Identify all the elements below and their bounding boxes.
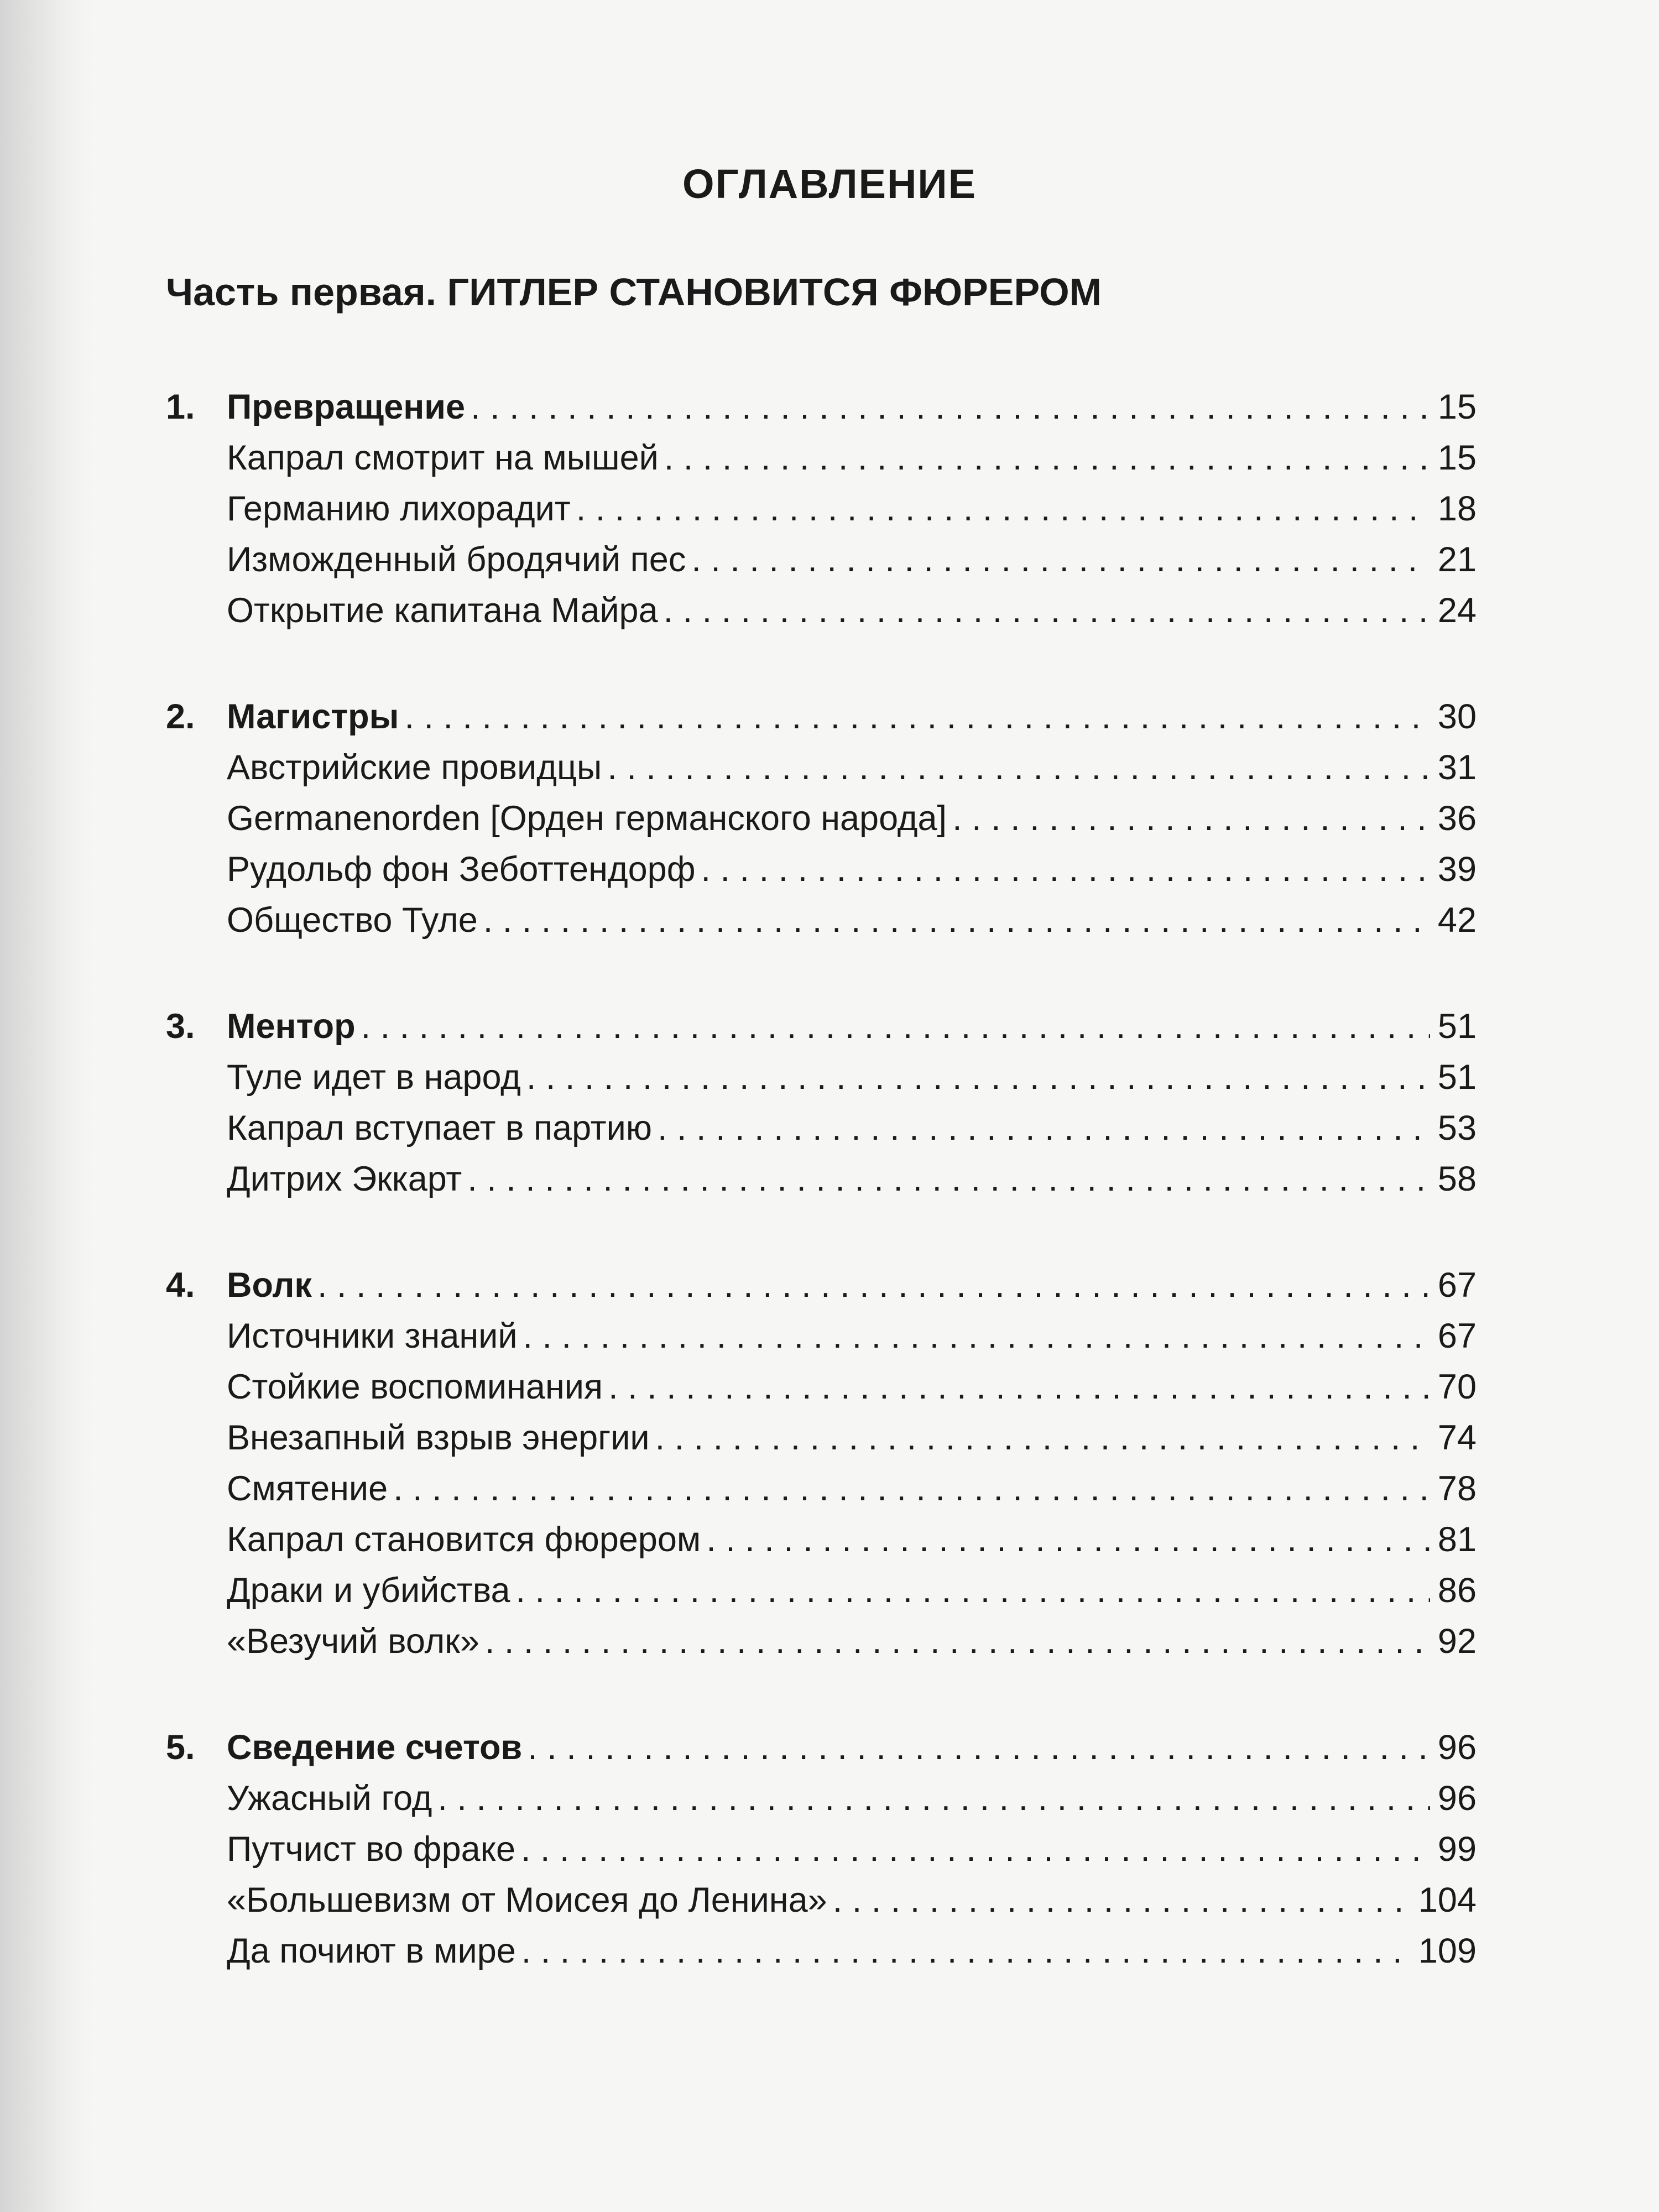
toc-chapter bbox=[166, 382, 1477, 636]
toc-section-entry[interactable] bbox=[166, 1463, 1477, 1514]
dot-leader bbox=[608, 1361, 1430, 1412]
section-page-number: 70 bbox=[1437, 1368, 1477, 1406]
section-page-number: 67 bbox=[1437, 1317, 1477, 1355]
section-page-number: 99 bbox=[1437, 1830, 1477, 1869]
dot-leader bbox=[576, 483, 1430, 534]
chapter-page-number: 51 bbox=[1437, 1007, 1477, 1046]
toc-section-entry[interactable] bbox=[166, 742, 1477, 793]
section-page-number: 109 bbox=[1418, 1932, 1477, 1970]
chapter-title: Волк bbox=[227, 1266, 312, 1305]
dot-leader bbox=[521, 1926, 1411, 1976]
chapter-page-number: 96 bbox=[1437, 1728, 1477, 1767]
dot-leader bbox=[393, 1463, 1430, 1514]
section-title: Германию лихорадит bbox=[227, 489, 571, 528]
section-title: Germanenorden [Орден германского народа] bbox=[227, 799, 947, 838]
section-title: Открытие капитана Майра bbox=[227, 591, 658, 630]
chapter-title: Ментор bbox=[227, 1007, 356, 1046]
section-title: Общество Туле bbox=[227, 901, 478, 940]
section-title: Да почиют в мире bbox=[227, 1932, 516, 1970]
toc-section-entry[interactable] bbox=[166, 1824, 1477, 1875]
dot-leader bbox=[437, 1773, 1430, 1824]
section-page-number: 24 bbox=[1437, 591, 1477, 630]
section-title: Австрийские провидцы bbox=[227, 748, 602, 787]
dot-leader bbox=[485, 1616, 1430, 1667]
section-page-number: 78 bbox=[1437, 1469, 1477, 1508]
section-page-number: 53 bbox=[1437, 1109, 1477, 1147]
toc-chapter-heading[interactable] bbox=[166, 1260, 1477, 1311]
section-page-number: 31 bbox=[1437, 748, 1477, 787]
toc-section-entry[interactable] bbox=[166, 585, 1477, 636]
dot-leader bbox=[521, 1824, 1430, 1875]
section-title: Путчист во фраке bbox=[227, 1830, 516, 1869]
section-title: Изможденный бродячий пес bbox=[227, 540, 686, 579]
section-title: Внезапный взрыв энергии bbox=[227, 1418, 650, 1457]
dot-leader bbox=[526, 1052, 1430, 1103]
chapter-page-number: 67 bbox=[1437, 1266, 1477, 1305]
section-title: Ужасный год bbox=[227, 1779, 432, 1818]
toc-section-entry[interactable] bbox=[166, 432, 1477, 483]
dot-leader bbox=[523, 1311, 1430, 1361]
toc-section-entry[interactable] bbox=[166, 483, 1477, 534]
dot-leader bbox=[655, 1412, 1430, 1463]
part-title: Часть первая. ГИТЛЕР СТАНОВИТСЯ ФЮРЕРОМ bbox=[166, 270, 1102, 314]
section-page-number: 51 bbox=[1437, 1058, 1477, 1097]
section-title: Туле идет в народ bbox=[227, 1058, 521, 1097]
toc-section-entry[interactable] bbox=[166, 1773, 1477, 1824]
dot-leader bbox=[528, 1722, 1430, 1773]
chapter-title: Сведение счетов bbox=[227, 1728, 523, 1767]
section-title: «Большевизм от Моисея до Ленина» bbox=[227, 1881, 827, 1919]
toc-section-entry[interactable] bbox=[166, 844, 1477, 895]
toc-chapter-heading[interactable] bbox=[166, 691, 1477, 742]
chapter-page-number: 30 bbox=[1437, 697, 1477, 736]
dot-leader bbox=[691, 534, 1430, 585]
chapter-number: 5. bbox=[166, 1728, 195, 1767]
toc-section-entry[interactable] bbox=[166, 1311, 1477, 1361]
toc-chapter-heading[interactable] bbox=[166, 1001, 1477, 1052]
section-page-number: 39 bbox=[1437, 850, 1477, 889]
section-title: Рудольф фон Зеботтендорф bbox=[227, 850, 696, 889]
section-page-number: 81 bbox=[1437, 1520, 1477, 1559]
toc-chapter bbox=[166, 1001, 1477, 1204]
dot-leader bbox=[706, 1514, 1430, 1565]
dot-leader bbox=[833, 1875, 1411, 1926]
dot-leader bbox=[952, 793, 1430, 844]
dot-leader bbox=[664, 585, 1430, 636]
dot-leader bbox=[607, 742, 1430, 793]
dot-leader bbox=[404, 691, 1430, 742]
dot-leader bbox=[467, 1154, 1430, 1204]
chapter-title: Магистры bbox=[227, 697, 399, 736]
dot-leader bbox=[317, 1260, 1430, 1311]
chapter-number: 1. bbox=[166, 388, 195, 426]
toc-section-entry[interactable] bbox=[166, 1514, 1477, 1565]
toc-chapter bbox=[166, 691, 1477, 946]
toc-section-entry[interactable] bbox=[166, 1361, 1477, 1412]
section-title: Стойкие воспоминания bbox=[227, 1368, 603, 1406]
toc-section-entry[interactable] bbox=[166, 1052, 1477, 1103]
toc-section-entry[interactable] bbox=[166, 895, 1477, 946]
section-page-number: 74 bbox=[1437, 1418, 1477, 1457]
toc-chapter-heading[interactable] bbox=[166, 382, 1477, 432]
page-title: ОГЛАВЛЕНИЕ bbox=[682, 161, 977, 207]
toc-section-entry[interactable] bbox=[166, 1565, 1477, 1616]
section-page-number: 42 bbox=[1437, 901, 1477, 940]
section-page-number: 104 bbox=[1418, 1881, 1477, 1919]
toc-chapter-heading[interactable] bbox=[166, 1722, 1477, 1773]
toc-section-entry[interactable] bbox=[166, 1154, 1477, 1204]
section-page-number: 58 bbox=[1437, 1160, 1477, 1198]
toc-section-entry[interactable] bbox=[166, 534, 1477, 585]
chapter-number: 2. bbox=[166, 697, 195, 736]
section-title: Капрал становится фюрером bbox=[227, 1520, 701, 1559]
toc-section-entry[interactable] bbox=[166, 1926, 1477, 1976]
section-title: Капрал вступает в партию bbox=[227, 1109, 653, 1147]
toc-section-entry[interactable] bbox=[166, 793, 1477, 844]
section-page-number: 92 bbox=[1437, 1622, 1477, 1661]
dot-leader bbox=[483, 895, 1430, 946]
chapter-page-number: 15 bbox=[1437, 388, 1477, 426]
section-page-number: 18 bbox=[1437, 489, 1477, 528]
toc-section-entry[interactable] bbox=[166, 1412, 1477, 1463]
section-page-number: 96 bbox=[1437, 1779, 1477, 1818]
section-page-number: 86 bbox=[1437, 1571, 1477, 1610]
section-page-number: 21 bbox=[1437, 540, 1477, 579]
dot-leader bbox=[664, 432, 1430, 483]
section-title: Капрал смотрит на мышей bbox=[227, 439, 659, 477]
toc-chapter bbox=[166, 1722, 1477, 1976]
dot-leader bbox=[516, 1565, 1430, 1616]
dot-leader bbox=[361, 1001, 1430, 1052]
section-title: Смятение bbox=[227, 1469, 388, 1508]
dot-leader bbox=[658, 1103, 1430, 1154]
dot-leader bbox=[471, 382, 1430, 432]
section-title: Драки и убийства bbox=[227, 1571, 510, 1610]
toc-chapter bbox=[166, 1260, 1477, 1667]
toc-section-entry[interactable] bbox=[166, 1103, 1477, 1154]
toc-section-entry[interactable] bbox=[166, 1616, 1477, 1667]
section-title: Дитрих Эккарт bbox=[227, 1160, 462, 1198]
chapter-number: 4. bbox=[166, 1266, 195, 1305]
section-page-number: 36 bbox=[1437, 799, 1477, 838]
chapter-title: Превращение bbox=[227, 388, 466, 426]
dot-leader bbox=[701, 844, 1430, 895]
section-title: Источники знаний bbox=[227, 1317, 518, 1355]
toc-section-entry[interactable] bbox=[166, 1875, 1477, 1926]
section-title: «Везучий волк» bbox=[227, 1622, 479, 1661]
section-page-number: 15 bbox=[1437, 439, 1477, 477]
table-of-contents bbox=[166, 382, 1477, 2032]
chapter-number: 3. bbox=[166, 1007, 195, 1046]
